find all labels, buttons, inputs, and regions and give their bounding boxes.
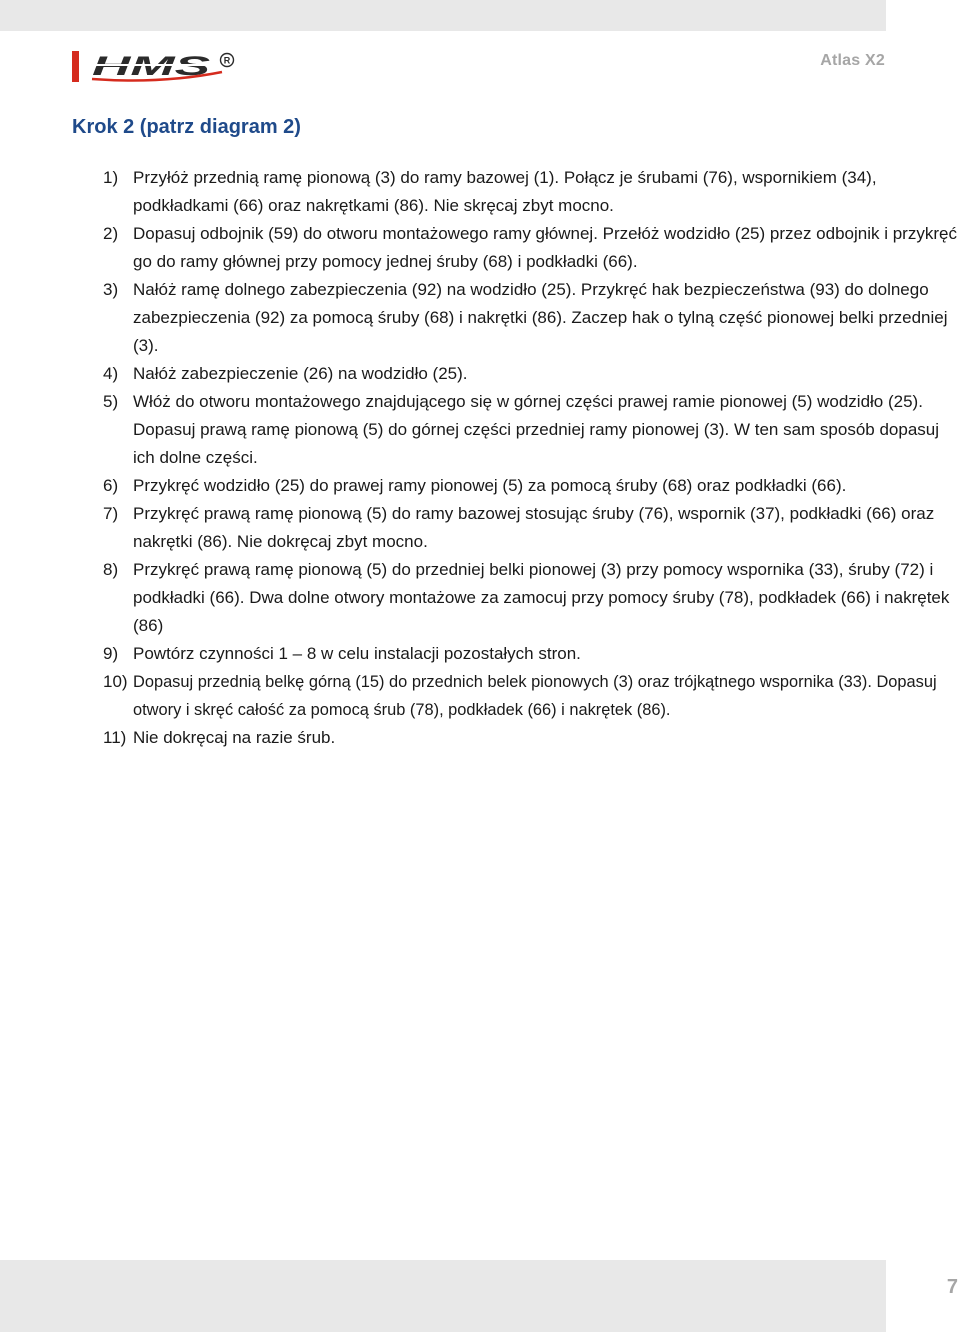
step-text: Powtórz czynności 1 – 8 w celu instalacji pozostałych stron.: [133, 644, 581, 663]
step-text: Przykręć wodzidło (25) do prawej ramy pionowej (5) za pomocą śruby (68) oraz podkładki (66).: [133, 476, 847, 495]
step-item: [72, 500, 957, 556]
step-text: Nałóż zabezpieczenie (26) na wodzidło (25).: [133, 364, 468, 383]
step-number: 2): [103, 224, 119, 243]
step-number: 11): [103, 728, 127, 747]
step-text: Dopasuj odbojnik (59) do otworu montażowego ramy głównej. Przełóż wodzidło (25) przez odbojnik i przykręć go do ramy głównej przy pomocy jednej śruby (68) i podkładki (66).: [133, 224, 957, 271]
section-heading: Krok 2 (patrz diagram 2): [72, 116, 301, 138]
step-text: Włóż do otworu montażowego znajdującego się w górnej części prawej ramie pionowej (5) wodzidło (25). Dopasuj prawą ramę pionową (5) do górnej części przedniej ramy pionowej (3). W ten sam sposób dopasuj ich dolne części.: [133, 392, 940, 467]
step-item: [72, 388, 957, 472]
step-text: Nałóż ramę dolnego zabezpieczenia (92) na wodzidło (25). Przykręć hak bezpieczeństwa (93) do dolnego zabezpieczenia (92) za pomocą śruby (68) i nakrętki (86). Zaczep hak o tylną część pionowej belki przedniej (3).: [133, 280, 948, 355]
step-number: 7): [103, 504, 119, 523]
header-band: [0, 0, 886, 31]
step-text: Przykręć prawą ramę pionową (5) do przedniej belki pionowej (3) przy pomocy wspornika (33), śruby (72) i podkładki (66). Dwa dolne otwory montażowe za zamocuj przy pomocy śruby (78), podkładek (66) i nakrętek (86): [133, 560, 950, 635]
step-number: 3): [103, 280, 119, 299]
step-text: Przyłóż przednią ramę pionową (3) do ramy bazowej (1). Połącz je śrubami (76), wspornikiem (34), podkładkami (66) oraz nakrętkami (86). Nie skręcaj zbyt mocno.: [133, 168, 877, 215]
logo-wordmark: HMS: [92, 51, 210, 81]
step-number: 4): [103, 364, 119, 383]
step-item: [72, 640, 957, 668]
step-item: [72, 220, 957, 276]
step-number: 9): [103, 644, 119, 663]
assembly-steps-list: [72, 164, 957, 752]
step-text: Przykręć prawą ramę pionową (5) do ramy bazowej stosując śruby (76), wspornik (37), podkładki (66) oraz nakrętki (86). Nie dokręcaj zbyt mocno.: [133, 504, 935, 551]
step-item: [72, 556, 957, 640]
step-number: 1): [103, 168, 119, 187]
step-item: [72, 668, 957, 724]
document-title: Atlas X2: [820, 52, 885, 69]
step-text: Nie dokręcaj na razie śrub.: [133, 728, 336, 747]
step-item: [72, 276, 957, 360]
step-item: [72, 472, 957, 500]
step-number: 8): [103, 560, 119, 579]
logo-red-bar: [72, 51, 79, 82]
step-number: 5): [103, 392, 119, 411]
footer-band: [0, 1260, 886, 1332]
step-item: [72, 360, 957, 388]
step-text: Dopasuj przednią belkę górną (15) do przednich belek pionowych (3) oraz trójkątnego wspornika (33). Dopasuj otwory i skręć całość za pomocą śrub (78), podkładek (66) i nakrętek (86).: [133, 673, 937, 719]
page-number: 7: [946, 1276, 958, 1298]
step-number: 6): [103, 476, 119, 495]
step-item: [72, 164, 957, 220]
step-number: 10): [103, 672, 128, 691]
hms-logo: [72, 48, 247, 84]
registered-mark: R: [223, 55, 231, 66]
step-item: [72, 724, 957, 752]
